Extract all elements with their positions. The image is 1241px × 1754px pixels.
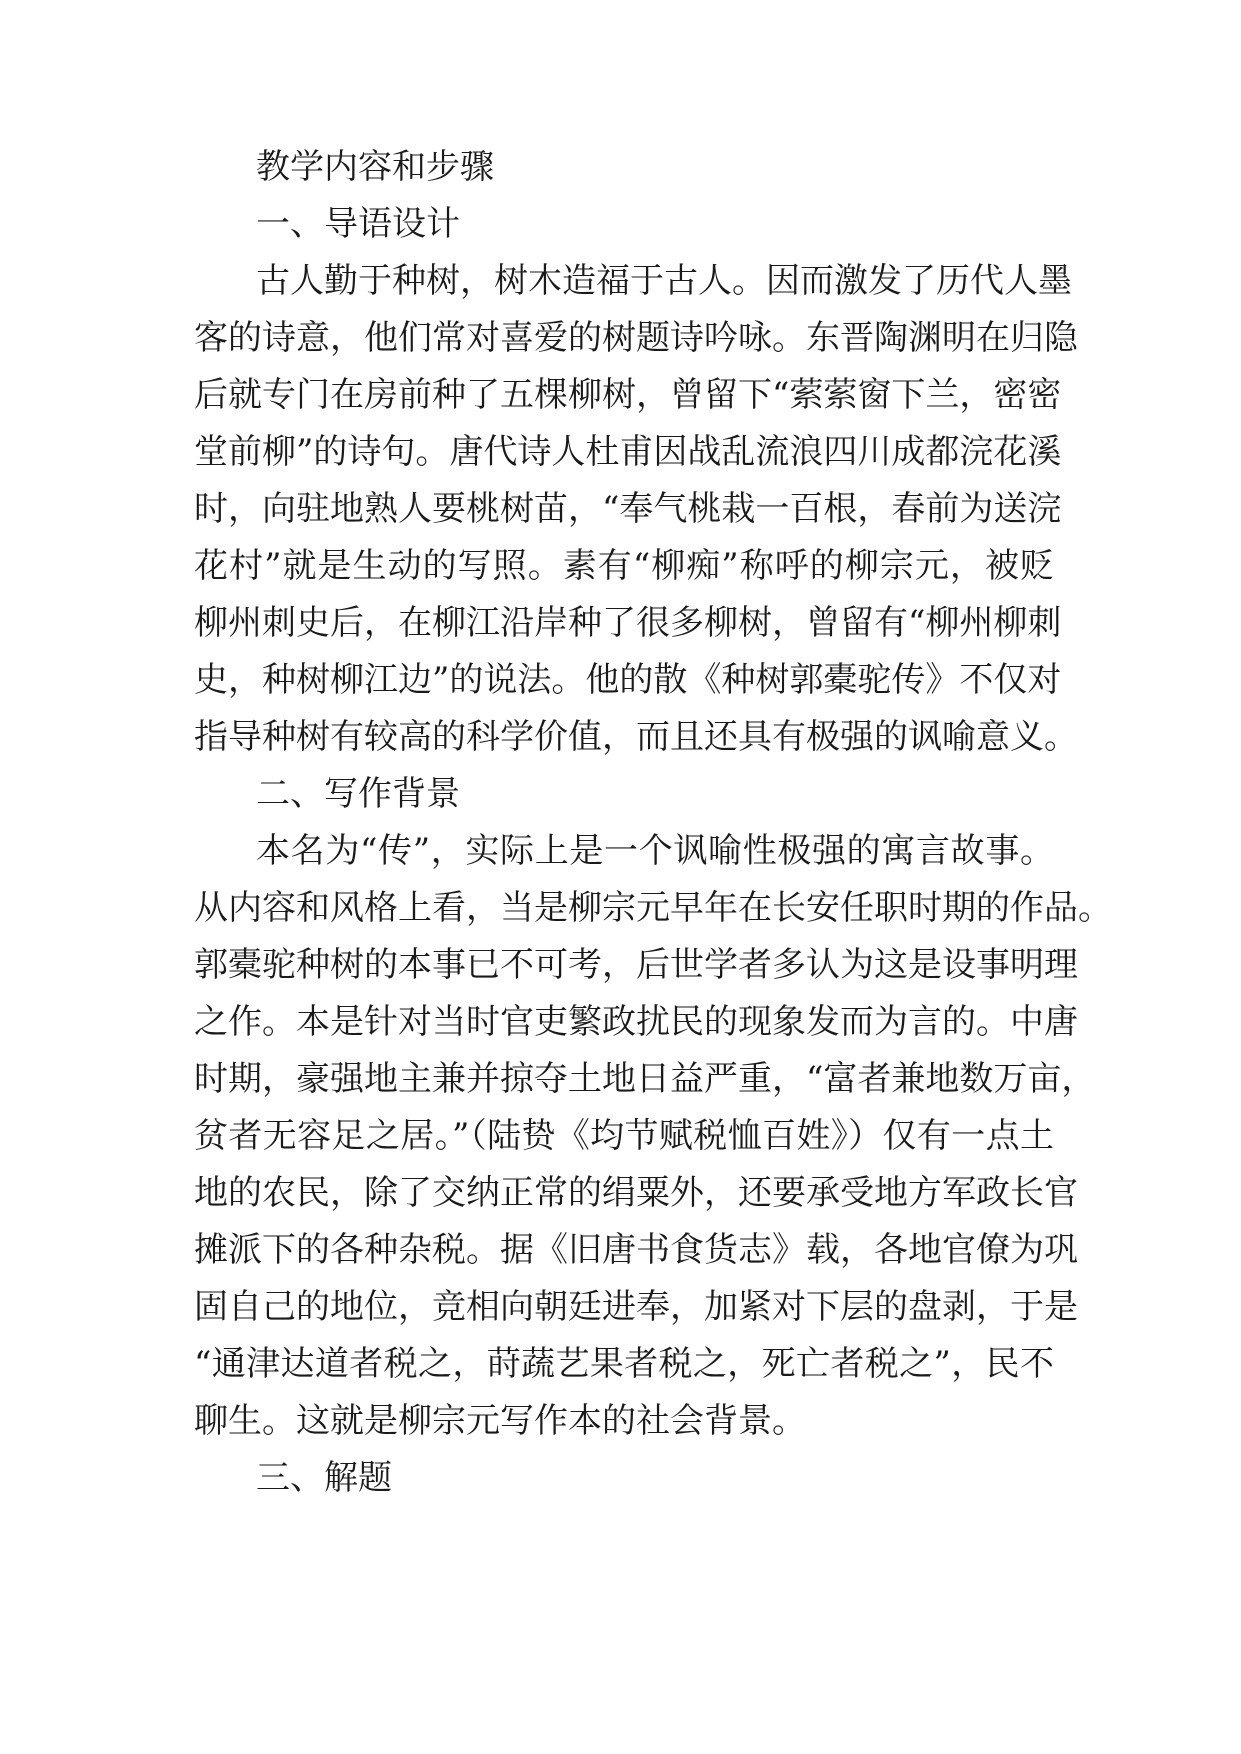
paragraph-line: 贫者无容足之居。”（陆贽《均节赋税恤百姓》）仅有一点土: [194, 1116, 1054, 1156]
paragraph-line: 时，向驻地熟人要桃树苗，“奉气桃栽一百根，春前为送浣: [194, 489, 1062, 529]
paragraph-line: 从内容和风格上看，当是柳宗元早年在长安任职时期的作品。: [194, 888, 1112, 928]
paragraph-line: 聊生。这就是柳宗元写作本的社会背景。: [194, 1401, 806, 1441]
paragraph-line: 固自己的地位，竞相向朝廷进奉，加紧对下层的盘剥，于是: [194, 1287, 1078, 1327]
paragraph-line: 古人勤于种树，树木造福于古人。因而激发了历代人墨: [256, 261, 1072, 301]
paragraph-line: “通津达道者税之，莳蔬艺果者税之，死亡者税之”，民不: [194, 1344, 1054, 1384]
section-heading: 三、解题: [256, 1458, 392, 1498]
section-heading: 教学内容和步骤: [256, 147, 494, 187]
section-heading: 一、导语设计: [256, 204, 460, 244]
paragraph-line: 摊派下的各种杂税。据《旧唐书食货志》载，各地官僚为巩: [194, 1230, 1078, 1270]
paragraph-line: 柳州刺史后，在柳江沿岸种了很多柳树，曾留有“柳州柳刺: [194, 603, 1062, 643]
paragraph-line: 客的诗意，他们常对喜爱的树题诗吟咏。东晋陶渊明在归隐: [194, 318, 1078, 358]
paragraph-line: 时期，豪强地主兼并掠夺土地日益严重，“富者兼地数万亩，: [194, 1059, 1096, 1099]
paragraph-line: 史，种树柳江边”的说法。他的散《种树郭橐驼传》不仅对: [194, 660, 1062, 700]
paragraph-line: 本名为“传”，实际上是一个讽喻性极强的寓言故事。: [256, 831, 1054, 871]
paragraph-line: 之作。本是针对当时官吏繁政扰民的现象发而为言的。中唐: [194, 1002, 1078, 1042]
paragraph-line: 郭橐驼种树的本事已不可考，后世学者多认为这是设事明理: [194, 945, 1078, 985]
paragraph-line: 地的农民，除了交纳正常的绢粟外，还要承受地方军政长官: [194, 1173, 1078, 1213]
paragraph-line: 后就专门在房前种了五棵柳树，曾留下“萦萦窗下兰，密密: [194, 375, 1062, 415]
paragraph-line: 堂前柳”的诗句。唐代诗人杜甫因战乱流浪四川成都浣花溪: [194, 432, 1062, 472]
paragraph-line: 花村”就是生动的写照。素有“柳痴”称呼的柳宗元，被贬: [194, 546, 1054, 586]
section-heading: 二、写作背景: [256, 774, 460, 814]
paragraph-line: 指导种树有较高的科学价值，而且还具有极强的讽喻意义。: [194, 717, 1078, 757]
